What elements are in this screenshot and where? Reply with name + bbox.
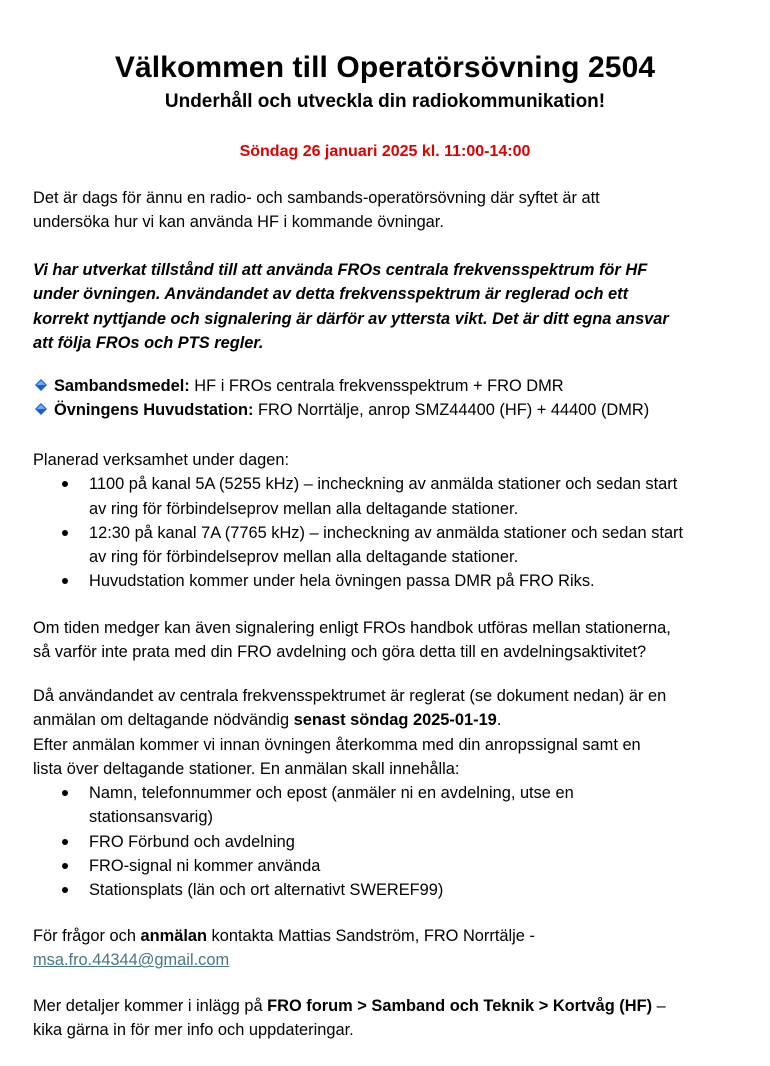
more-details-paragraph xyxy=(33,994,753,1043)
list-item xyxy=(33,569,753,593)
registration-line: lista över deltagande stationer. En anmälan skall innehålla: xyxy=(33,759,460,778)
list-item-line: Huvudstation kommer under hela övningen passa DMR på FRO Riks. xyxy=(89,572,595,591)
more-text: Mer detaljer kommer i inlägg på xyxy=(33,997,268,1015)
contact-paragraph xyxy=(33,924,753,973)
list-item xyxy=(33,830,753,854)
contact-text: kontakta Mattias Sandström, FRO Norrtälje - xyxy=(207,927,535,945)
registration-text: . xyxy=(496,711,502,730)
list-item-line: FRO Förbund och avdelning xyxy=(89,832,295,851)
list-item xyxy=(33,781,753,830)
intro-line: Det är dags för ännu en radio- och sambands-operatörsövning där syftet är att xyxy=(33,189,600,207)
signaling-line: Om tiden medger kan även signalering enligt FROs handbok utföras mellan stationerna, xyxy=(33,619,671,637)
page-title: Välkommen till Operatörsövning 2504 xyxy=(114,51,656,84)
forum-crumb: FRO forum xyxy=(267,997,353,1015)
blue-diamond-icon xyxy=(35,379,47,391)
more-line xyxy=(33,994,753,1018)
notice-line: att följa FROs och PTS regler. xyxy=(33,333,264,352)
bullet-icon xyxy=(62,578,68,584)
notice-line: under övningen. Användandet av detta frekvensspektrum är reglerad och ett xyxy=(33,285,629,304)
list-item-line: Stationsplats (län och ort alternativt SWEREF99) xyxy=(89,881,444,900)
schedule-list xyxy=(33,472,753,593)
forum-crumb: Samband och Teknik xyxy=(371,997,535,1015)
signaling-paragraph xyxy=(33,616,753,665)
fact-value: FRO Norrtälje, anrop SMZ44400 (HF) + 44400 (DMR) xyxy=(253,401,650,420)
list-item xyxy=(33,854,753,878)
bullet-icon xyxy=(62,790,68,796)
fact-item-main-station xyxy=(33,398,753,422)
list-item-line: stationsansvarig) xyxy=(89,808,213,827)
notice-line: Vi har utverkat tillstånd till att använda FROs centrala frekvensspektrum för HF xyxy=(33,261,648,279)
crumb-separator: > xyxy=(534,997,553,1015)
registration-line xyxy=(33,708,753,732)
more-text: – xyxy=(652,997,666,1015)
blue-diamond-icon xyxy=(35,403,47,415)
crumb-separator: > xyxy=(352,997,372,1015)
page-subtitle: Underhåll och utveckla din radiokommunikation! xyxy=(164,91,606,112)
schedule-section xyxy=(33,448,753,594)
bullet-icon xyxy=(62,530,68,536)
fact-label: Övningens Huvudstation: xyxy=(54,401,254,420)
registration-line: Efter anmälan kommer vi innan övningen återkomma med din anropssignal samt en xyxy=(33,735,641,754)
contact-text: För frågor och xyxy=(33,927,141,945)
permit-notice xyxy=(33,258,753,355)
fact-value: HF i FROs centrala frekvensspektrum + FRO DMR xyxy=(189,377,564,395)
list-item xyxy=(33,472,753,521)
email-link[interactable]: msa.fro.44344@gmail.com xyxy=(33,951,230,970)
forum-crumb: Kortvåg (HF) xyxy=(552,997,653,1015)
list-item xyxy=(33,521,753,570)
intro-paragraph xyxy=(33,186,753,235)
bullet-icon xyxy=(62,481,68,487)
more-line: kika gärna in för mer info och uppdateringar. xyxy=(33,1021,354,1040)
registration-deadline: senast söndag 2025-01-19 xyxy=(293,711,497,730)
facts-list xyxy=(33,374,753,423)
schedule-heading: Planerad verksamhet under dagen: xyxy=(33,451,290,469)
registration-text: anmälan om deltagande nödvändig xyxy=(33,711,294,730)
contact-emphasis: anmälan xyxy=(140,927,207,945)
signaling-line: så varför inte prata med din FRO avdelning och göra detta till en avdelningsaktivitet? xyxy=(33,643,647,662)
list-item xyxy=(33,878,753,902)
registration-section xyxy=(33,684,753,903)
list-item-line: 12:30 på kanal 7A (7765 kHz) – incheckning av anmälda stationer och sedan start xyxy=(89,523,684,542)
list-item-line: FRO-signal ni kommer använda xyxy=(89,857,321,876)
intro-line: undersöka hur vi kan använda HF i kommande övningar. xyxy=(33,213,444,232)
bullet-icon xyxy=(62,863,68,869)
list-item-line: 1100 på kanal 5A (5255 kHz) – incheckning av anmälda stationer och sedan start xyxy=(89,475,678,494)
list-item-line: av ring för förbindelseprov mellan alla deltagande stationer. xyxy=(89,499,519,518)
fact-label: Sambandsmedel: xyxy=(54,377,190,395)
notice-line: korrekt nyttjande och signalering är därför av yttersta vikt. Det är ditt egna ansvar xyxy=(33,309,669,328)
list-item-line: av ring för förbindelseprov mellan alla deltagande stationer. xyxy=(89,548,519,567)
registration-list xyxy=(33,781,753,902)
event-date: Söndag 26 januari 2025 kl. 11:00-14:00 xyxy=(239,143,531,160)
registration-line: Då användandet av centrala frekvensspektrumet är reglerat (se dokument nedan) är en xyxy=(33,687,667,705)
list-item-line: Namn, telefonnummer och epost (anmäler ni en avdelning, utse en xyxy=(89,784,574,803)
fact-item-communication xyxy=(33,374,753,398)
contact-line xyxy=(33,924,753,948)
bullet-icon xyxy=(62,887,68,893)
bullet-icon xyxy=(62,839,68,845)
